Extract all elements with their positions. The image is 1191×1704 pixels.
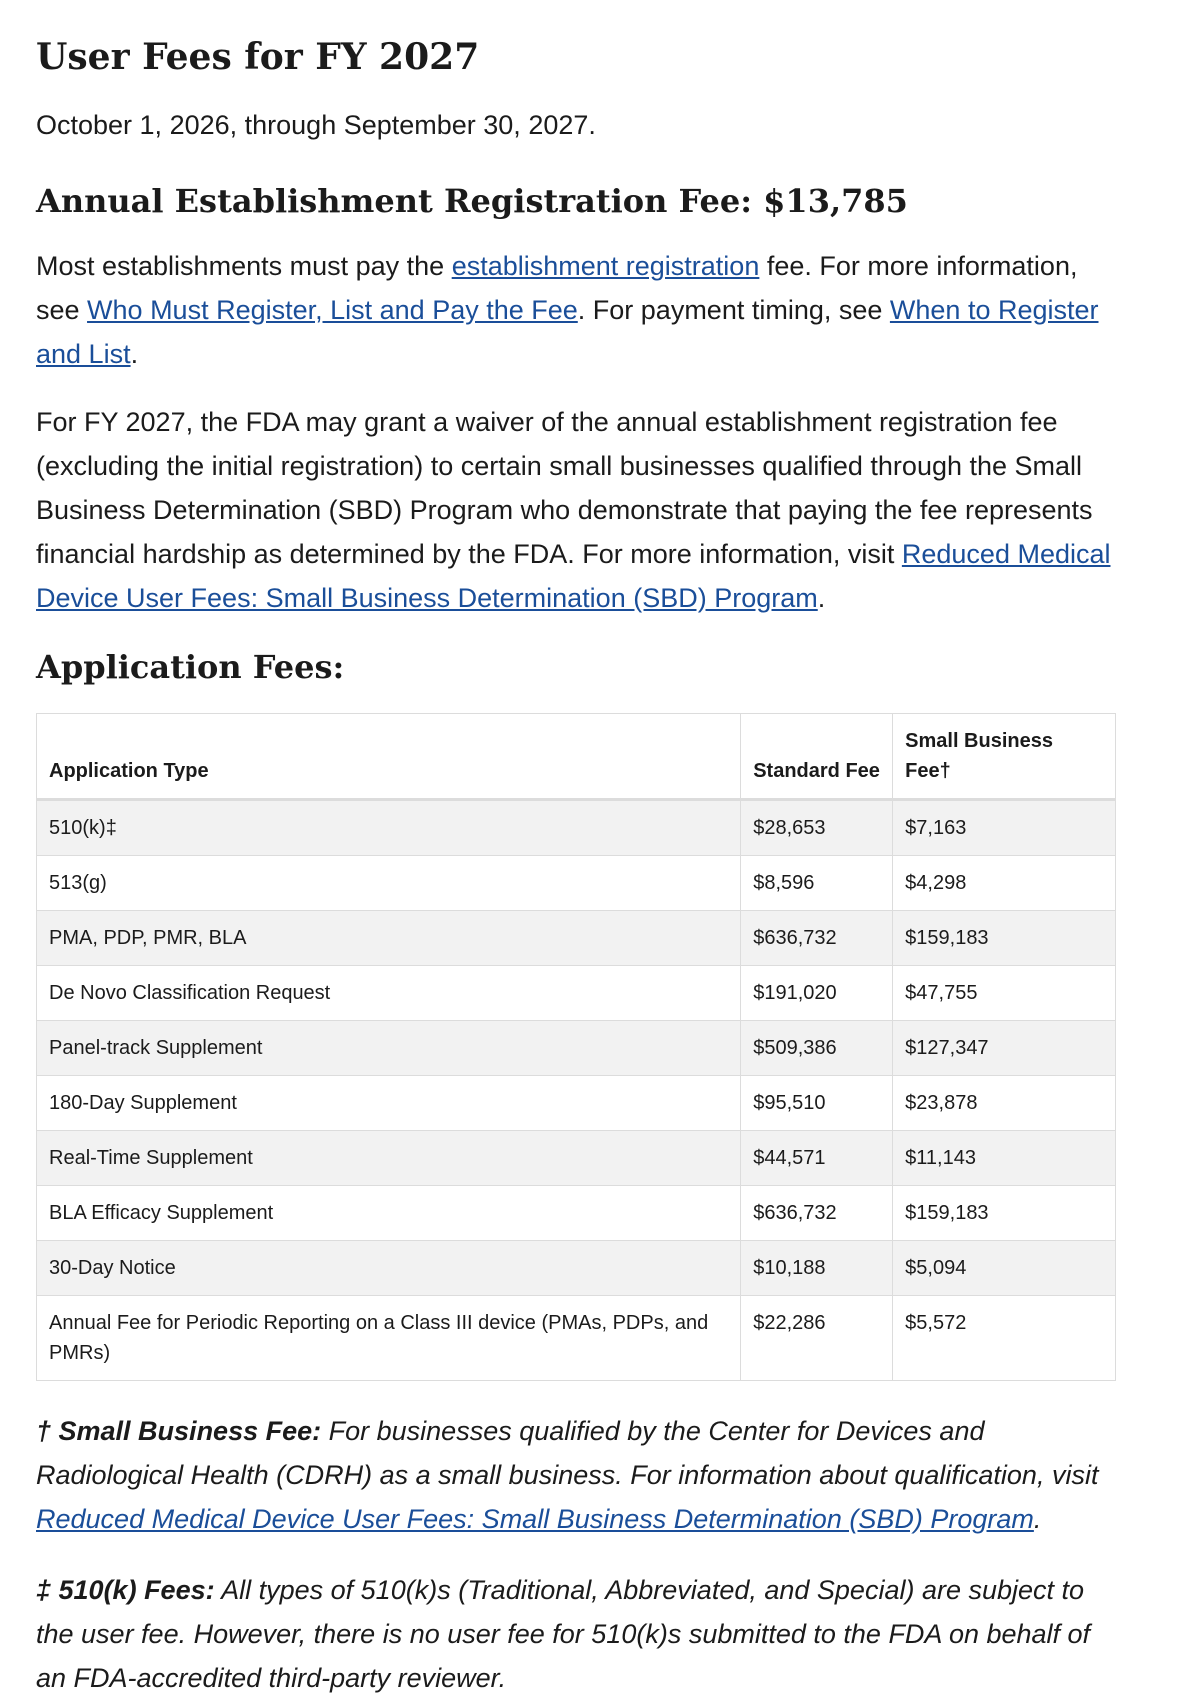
cell-small-business-fee: $7,163 — [893, 800, 1116, 856]
text-span: . For payment timing, see — [577, 295, 890, 325]
establishment-registration-link[interactable]: establishment registration — [451, 251, 760, 281]
510k-fees-note — [36, 1568, 1116, 1700]
table-row — [37, 1186, 1116, 1241]
table-row — [37, 911, 1116, 966]
table-row — [37, 1021, 1116, 1076]
small-business-fee-note — [36, 1409, 1116, 1541]
cell-standard-fee: $44,571 — [741, 1131, 893, 1186]
table-row — [37, 1296, 1116, 1381]
waiver-paragraph — [36, 400, 1116, 620]
text-span: fee. For more information, see — [36, 251, 1078, 325]
cell-standard-fee: $636,732 — [741, 911, 893, 966]
when-to-register-link[interactable]: When to Register and List — [36, 295, 1099, 369]
cell-small-business-fee: $4,298 — [893, 856, 1116, 911]
text-span: . — [817, 583, 826, 613]
cell-standard-fee: $95,510 — [741, 1076, 893, 1131]
note-text: All types of 510(k)s (Traditional, Abbreviated, and Special) are subject to the user fee. However, there is no user fee for 510(k)s submitted to the FDA on behalf of an FDA-accredited third-party reviewer. — [36, 1575, 1091, 1693]
note-label: ‡ 510(k) Fees: — [36, 1575, 215, 1605]
cell-application-type: Panel-track Supplement — [37, 1021, 741, 1076]
page-title: User Fees for FY 2027 — [36, 36, 480, 78]
header-standard-fee: Standard Fee — [741, 714, 893, 800]
cell-small-business-fee: $11,143 — [893, 1131, 1116, 1186]
cell-small-business-fee: $159,183 — [893, 1186, 1116, 1241]
header-application-type: Application Type — [37, 714, 741, 800]
table-row — [37, 856, 1116, 911]
registration-fee-heading: Annual Establishment Registration Fee: $13,785 — [36, 182, 908, 220]
cell-small-business-fee: $5,572 — [893, 1296, 1116, 1381]
table-row — [37, 1241, 1116, 1296]
cell-application-type: BLA Efficacy Supplement — [37, 1186, 741, 1241]
note-label: † Small Business Fee: — [36, 1416, 322, 1446]
text-span: Most establishments must pay the — [36, 251, 452, 281]
cell-standard-fee: $10,188 — [741, 1241, 893, 1296]
text-span: . — [1033, 1504, 1042, 1534]
cell-application-type: 30-Day Notice — [37, 1241, 741, 1296]
note-text: For businesses qualified by the Center for Devices and Radiological Health (CDRH) as a small business. For information about qualification, visit — [36, 1416, 1099, 1490]
cell-small-business-fee: $159,183 — [893, 911, 1116, 966]
table-header-row — [37, 714, 1116, 800]
sbd-program-link-footnote[interactable]: Reduced Medical Device User Fees: Small Business Determination (SBD) Program — [36, 1504, 1034, 1534]
cell-standard-fee: $28,653 — [741, 800, 893, 856]
cell-standard-fee: $22,286 — [741, 1296, 893, 1381]
cell-standard-fee: $8,596 — [741, 856, 893, 911]
cell-small-business-fee: $23,878 — [893, 1076, 1116, 1131]
application-fees-heading: Application Fees: — [36, 648, 345, 686]
cell-application-type: 180-Day Supplement — [37, 1076, 741, 1131]
sbd-program-link[interactable]: Reduced Medical Device User Fees: Small Business Determination (SBD) Program — [36, 539, 1111, 613]
cell-standard-fee: $191,020 — [741, 966, 893, 1021]
cell-standard-fee: $636,732 — [741, 1186, 893, 1241]
registration-paragraph — [36, 244, 1116, 376]
application-fees-table — [36, 713, 1116, 1381]
cell-small-business-fee: $47,755 — [893, 966, 1116, 1021]
table-row — [37, 800, 1116, 856]
header-small-business-fee: Small Business Fee† — [893, 714, 1116, 800]
cell-application-type: De Novo Classification Request — [37, 966, 741, 1021]
cell-small-business-fee: $5,094 — [893, 1241, 1116, 1296]
table-row — [37, 1076, 1116, 1131]
text-span: For FY 2027, the FDA may grant a waiver of the annual establishment registration fee (excluding the initial registration) to certain small businesses qualified through the Small Business Determination (SBD) Program who demonstrate that paying the fee represents financial hardship as determined by the FDA. For more information, visit — [36, 407, 1093, 569]
cell-standard-fee: $509,386 — [741, 1021, 893, 1076]
cell-application-type: PMA, PDP, PMR, BLA — [37, 911, 741, 966]
cell-application-type: Real-Time Supplement — [37, 1131, 741, 1186]
text-span: . — [130, 339, 139, 369]
cell-application-type: Annual Fee for Periodic Reporting on a Class III device (PMAs, PDPs, and PMRs) — [37, 1296, 741, 1381]
cell-application-type: 510(k)‡ — [37, 800, 741, 856]
cell-small-business-fee: $127,347 — [893, 1021, 1116, 1076]
table-row — [37, 1131, 1116, 1186]
table-row — [37, 966, 1116, 1021]
cell-application-type: 513(g) — [37, 856, 741, 911]
fiscal-year-dates: October 1, 2026, through September 30, 2027. — [36, 110, 596, 140]
who-must-register-link[interactable]: Who Must Register, List and Pay the Fee — [87, 295, 578, 325]
